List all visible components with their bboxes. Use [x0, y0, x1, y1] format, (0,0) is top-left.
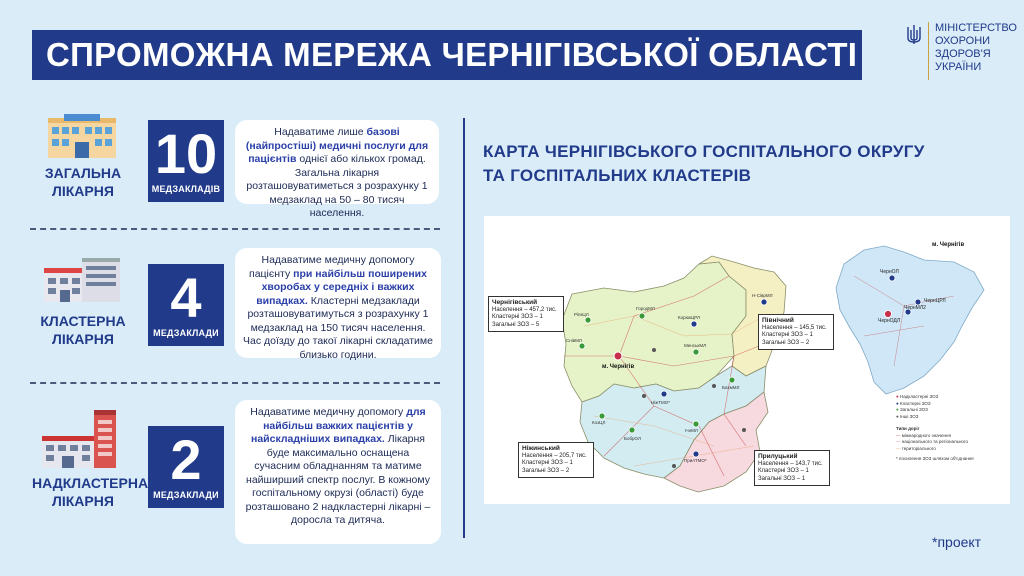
hospital-small-icon: [42, 112, 122, 160]
cluster-general-count: Загальні ЗОЗ – 2: [522, 467, 570, 474]
tier-general: [30, 112, 450, 219]
cluster-name: Чернігівський: [492, 299, 538, 306]
general-hospital-marker: [599, 413, 605, 419]
town-label: РіпкЦЛ: [574, 312, 589, 317]
cluster-cluster-count: Кластерні ЗОЗ – 1: [762, 332, 813, 338]
vertical-divider: [463, 118, 465, 538]
draft-note: *проект: [932, 534, 982, 550]
tier-description: [235, 400, 441, 544]
inset-label: ЧернЦРЛ: [924, 298, 946, 304]
tier-description: [235, 120, 439, 219]
section-divider: [30, 228, 440, 230]
supercluster-hospital-marker: [614, 352, 622, 360]
map-title: КАРТА ЧЕРНІГІВСЬКОГО ГОСПІТАЛЬНОГО ОКРУГУ ТА ГОСПІТАЛЬНИХ КЛАСТЕРІВ: [483, 142, 925, 185]
ministry-name: МІНІСТЕРСТВО ОХОРОНИ ЗДОРОВ'Я УКРАЇНИ: [935, 22, 1017, 73]
inset-label: ЧернОДЛ: [878, 318, 901, 324]
cluster-name: Ніжинський: [522, 445, 560, 452]
legend-item: — територіального: [896, 445, 936, 451]
desc-highlight: при найбільш поширених хворобах у середніх і важких випадках.: [256, 267, 427, 307]
general-hospital-marker: [629, 427, 635, 433]
town-label: НіжТМО*: [651, 400, 671, 405]
general-hospital-marker: [693, 421, 699, 427]
count-box: [148, 426, 224, 508]
town-label: ГородМЛ: [636, 306, 655, 311]
ministry-logo: [906, 22, 1017, 80]
legend-note: * посилення ЗОЗ шляхом об'єднання: [896, 456, 974, 461]
town-label: СнівМЛ: [566, 338, 582, 343]
inset-label: ЧернМЛ2: [904, 305, 926, 311]
cluster-callout-pivnichnyi: [758, 314, 834, 350]
cluster-hospital-marker: [889, 275, 895, 281]
town-label: БахмМЛ: [722, 385, 740, 390]
cluster-cluster-count: Кластерні ЗОЗ – 1: [522, 460, 573, 466]
trident-icon: [906, 24, 922, 46]
count-unit: МЕДЗАКЛАДИ: [153, 328, 219, 338]
count-box: [148, 120, 224, 202]
cluster-hospital-marker: [691, 321, 697, 327]
cluster-population: Населення – 457,2 тис.: [492, 306, 557, 313]
cluster-hospital-marker: [661, 391, 667, 397]
count-box: [148, 264, 224, 346]
count-number: 2: [170, 428, 202, 491]
legend-item: ● Інші ЗОЗ: [896, 413, 919, 419]
cluster-hospital-marker: [693, 451, 699, 457]
tier-cluster: [30, 248, 450, 368]
tier-label: НАДКЛАСТЕРНА ЛІКАРНЯ: [32, 475, 149, 509]
general-hospital-marker: [639, 313, 645, 319]
count-number: 4: [170, 266, 202, 329]
desc-highlight: для найбільш важких пацієнтів у найскладніших випадках.: [250, 406, 426, 445]
legend-item: ● Кластерні ЗОЗ: [896, 400, 931, 406]
other-facility-marker: [652, 348, 656, 352]
town-label: БобрОЛ: [624, 436, 641, 441]
desc-text: Надаватиме медичну допомогу: [250, 406, 407, 418]
cluster-cluster-count: Кластерні ЗОЗ – 1: [492, 314, 543, 320]
desc-text: Надаватиме лише: [274, 126, 367, 138]
hospital-large-icon: [42, 410, 122, 470]
desc-text: Лікарня буде максимально оснащена сучасним обладнанням та матиме найширший спектр послуг. В кожному госпітальному окрузі (області) буде розташовано 2 надкластерні лікарні – доросла та дитяча.: [245, 433, 431, 526]
count-number: 10: [154, 122, 218, 185]
cluster-hospital-marker: [761, 299, 767, 305]
town-label: МенськМЛ: [684, 343, 707, 348]
town-label: ПрилТМО*: [684, 458, 707, 463]
cluster-name: Північний: [762, 317, 794, 324]
legend-item: ● Надкластерні ЗОЗ: [896, 394, 939, 399]
tier-supercluster: [30, 398, 450, 548]
cluster-callout-nizhyn: [518, 442, 594, 478]
cluster-callout-pryluky: [754, 450, 830, 486]
town-label: ІчнМЛ: [685, 428, 698, 433]
town-label: КозЦЛ: [592, 420, 606, 425]
tier-description: [235, 248, 441, 361]
other-facility-marker: [742, 428, 746, 432]
cluster-general-count: Загальні ЗОЗ – 5: [492, 321, 540, 328]
desc-highlight: базові (найпростіші) медичні послуги для пацієнтів: [245, 126, 429, 165]
tier-label: КЛАСТЕРНА ЛІКАРНЯ: [40, 313, 126, 347]
inset-title: м. Чернігів: [932, 242, 965, 248]
desc-text: Кластерні медзаклади розташовуватимуться з розрахунку 1 медзаклад на 150 тисяч населення. Час доїзду до такої лікарні складатиме близько години.: [243, 294, 433, 361]
legend-item: — національного та регіонального: [896, 439, 968, 444]
other-facility-marker: [642, 394, 646, 398]
cluster-cluster-count: Кластерні ЗОЗ – 1: [758, 468, 809, 474]
legend-item: ● Загальні ЗОЗ: [896, 407, 928, 412]
inset-city-map: [836, 246, 984, 394]
map-legend: [896, 394, 996, 463]
count-unit: МЕДЗАКЛАДІВ: [151, 184, 221, 194]
other-facility-marker: [712, 384, 716, 388]
town-label: КорюкЦРЛ: [678, 315, 701, 320]
legend-roads-title: Типи доріг: [896, 426, 920, 431]
legend-item: — міжнародного значення: [896, 432, 951, 438]
page-title: СПРОМОЖНА МЕРЕЖА ЧЕРНІГІВСЬКОЇ ОБЛАСТІ: [32, 30, 862, 80]
supercluster-hospital-marker: [885, 311, 892, 318]
other-facility-marker: [672, 464, 676, 468]
hospital-medium-icon: [42, 256, 122, 304]
desc-text: однієї або кількох громад. Загальна лікарня розташовуватиметься з розрахунку 1 медзаклад на 50 – 80 тисяч населення.: [246, 153, 428, 219]
cluster-name: Прилуцький: [758, 453, 798, 460]
general-hospital-marker: [729, 377, 735, 383]
desc-text: Надаватиме медичну допомогу пацієнту: [249, 254, 415, 280]
cluster-population: Населення – 145,5 тис.: [762, 324, 827, 331]
city-label: м. Чернігів: [602, 364, 635, 370]
general-hospital-marker: [585, 317, 591, 323]
cluster-callout-chernihiv: [488, 296, 564, 332]
logo-divider: [928, 22, 929, 80]
cluster-population: Населення – 143,7 тис.: [758, 460, 823, 467]
inset-label: ЧернОЛ: [880, 269, 899, 275]
general-hospital-marker: [579, 343, 585, 349]
cluster-population: Населення – 205,7 тис.: [522, 452, 587, 459]
cluster-general-count: Загальні ЗОЗ – 1: [758, 475, 806, 482]
general-hospital-marker: [693, 349, 699, 355]
cluster-general-count: Загальні ЗОЗ – 2: [762, 339, 810, 346]
tier-label: ЗАГАЛЬНА ЛІКАРНЯ: [44, 165, 122, 199]
count-unit: МЕДЗАКЛАДИ: [153, 490, 219, 500]
map-panel: [484, 216, 1010, 504]
section-divider: [30, 382, 440, 384]
town-label: Н-СіврМЛ: [752, 293, 773, 298]
